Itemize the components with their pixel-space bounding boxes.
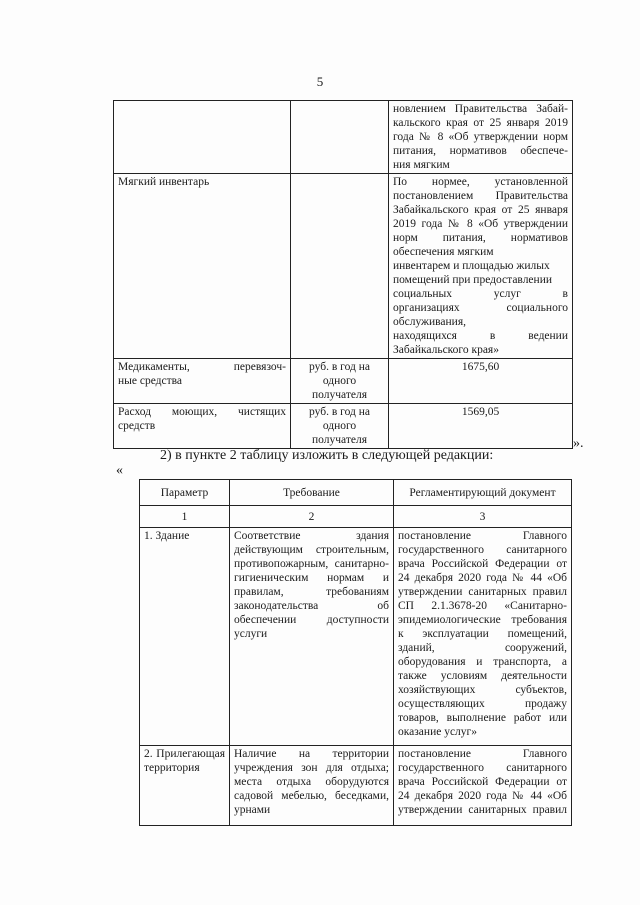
header-parameter: Параметр <box>140 480 230 506</box>
cell-unit: руб. в год на одного получателя <box>291 359 389 404</box>
instruction-text: 2) в пункте 2 таблицу изложить в следующей редакции: <box>160 448 494 463</box>
cell-requirement: Наличие на территории учреждения зон для отдыха; места отдыха оборудуются садовой мебелью, беседками, урнами <box>230 746 394 826</box>
table-norms-continued <box>113 100 573 449</box>
cell-parameter: 1. Здание <box>140 528 230 746</box>
page-number: 5 <box>316 74 324 89</box>
cell-empty <box>291 174 389 359</box>
header-document: Регламентирующий документ <box>394 480 572 506</box>
table-row <box>140 528 572 746</box>
table-row <box>114 404 573 449</box>
column-number: 3 <box>394 506 572 528</box>
cell-parameter: Расход моющих, чистящих средств <box>114 404 291 449</box>
table-header-row <box>140 480 572 506</box>
table-number-row <box>140 506 572 528</box>
cell-empty <box>114 101 291 174</box>
table-row <box>114 359 573 404</box>
cell-parameter: 2. Прилегающая территория <box>140 746 230 826</box>
cell-value: 1569,05 <box>389 404 573 449</box>
cell-unit: руб. в год на одного получателя <box>291 404 389 449</box>
cell-empty <box>291 101 389 174</box>
column-number: 1 <box>140 506 230 528</box>
table-row <box>140 746 572 826</box>
cell-parameter: Медикаменты, перевязоч- ные средства <box>114 359 291 404</box>
table-row <box>114 174 573 359</box>
cell-document: новлением Правительства Забай- кальского края от 25 января 2019 года № 8 «Об утверждении норм питания, нормативов обеспече- ния мягким <box>389 101 573 174</box>
cell-document: постановление Главного государственного санитарного врача Российской Федерации от 24 декабря 2020 года № 44 «Об утверждении санитарных правил <box>394 746 572 826</box>
cell-document: постановление Главного государственного санитарного врача Российской Федерации от 24 декабря 2020 года № 44 «Об утверждении санитарных правил СП 2.1.3678-20 «Санитарно- эпидемиологические требования к эксплуатации помещений, зданий, сооружений, оборудования и транспорта, а также условиям деятельности хозяйствующих субъектов, осуществляющих продажу товаров, выполнение работ или оказание услуг» <box>394 528 572 746</box>
table-row <box>114 101 573 174</box>
header-requirement: Требование <box>230 480 394 506</box>
cell-requirement: Соответствие здания действующим строительным, противопожарным, санитарно- гигиеническим нормам и правилам, требованиям законодательства об обеспечении доступности услуги <box>230 528 394 746</box>
closing-quote: ». <box>573 436 584 451</box>
opening-quote: « <box>116 463 123 478</box>
table-requirements <box>139 479 572 826</box>
cell-parameter: Мягкий инвентарь <box>114 174 291 359</box>
column-number: 2 <box>230 506 394 528</box>
cell-document: По нормее, установленной постановлением Правительства Забайкальского края от 25 января 2019 года № 8 «Об утверждении норм питания, нормативов обеспечения мягким инвентарем и площадью жилых помещений при предоставлении социальных услуг в организациях социального обслуживания, находящихся в ведении Забайкальского края» <box>389 174 573 359</box>
cell-value: 1675,60 <box>389 359 573 404</box>
